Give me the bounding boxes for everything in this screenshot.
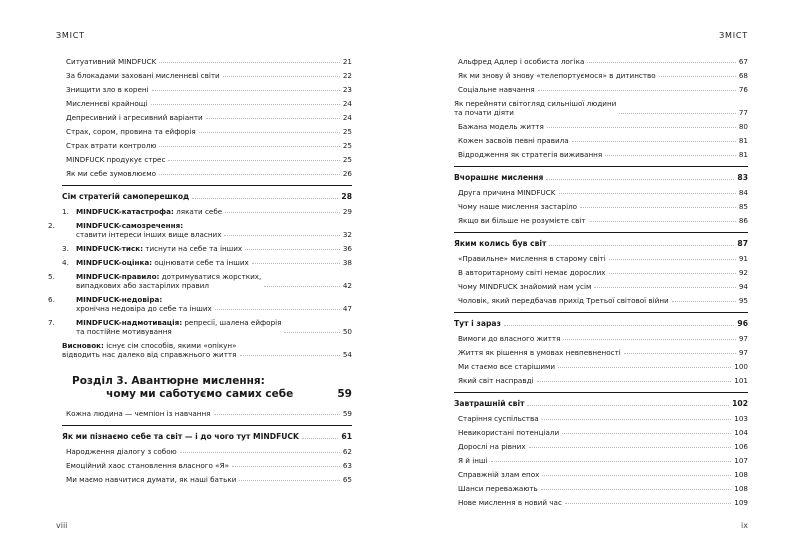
toc-entry[interactable] (454, 451, 748, 465)
page-number: 97 (738, 333, 748, 343)
toc-entry[interactable] (62, 136, 352, 150)
page-number: 21 (342, 56, 352, 66)
toc-entry-title: Альфред Адлер і особиста логіка (458, 56, 585, 66)
toc-column-left (48, 52, 352, 484)
toc-column-right (454, 52, 748, 507)
page-number: 61 (341, 432, 352, 442)
page-number: 109 (734, 497, 748, 507)
toc-entry[interactable] (62, 52, 352, 66)
toc-entry-strategy[interactable] (62, 253, 352, 267)
page-number: 47 (342, 303, 352, 313)
toc-entry[interactable] (62, 66, 352, 80)
toc-entry[interactable] (454, 131, 748, 145)
page-number: 77 (738, 107, 748, 117)
page-number: 106 (734, 441, 748, 451)
page-number: 65 (342, 474, 352, 484)
toc-entry[interactable] (62, 456, 352, 470)
toc-entry-strategy[interactable] (48, 216, 352, 239)
running-header: ЗМІСТ (719, 31, 748, 40)
page-number: 62 (342, 446, 352, 456)
chapter-title-line-1: Розділ 3. Авантюрне мислення: (72, 375, 265, 387)
page-number: 54 (342, 349, 352, 359)
toc-entry[interactable] (454, 291, 748, 305)
page-number: 102 (732, 399, 748, 409)
toc-entry-title: Відродження як стратегія виживання (458, 149, 603, 159)
toc-entry-title: Життя як рішення в умовах невпевненості (458, 347, 621, 357)
page-number: 97 (738, 347, 748, 357)
toc-entry[interactable] (62, 80, 352, 94)
strategy-number: 1. (62, 206, 69, 216)
page-number: 63 (342, 460, 352, 470)
page-number: 50 (342, 326, 352, 336)
page-number: 26 (342, 168, 352, 178)
toc-entry-title: Кожен засвоїв певні правила (458, 135, 569, 145)
conclusion-text-2: відводить нас далеко від справжнього життя (62, 349, 237, 359)
toc-entry-title: Страх, сором, провина та ейфорія (66, 126, 196, 136)
page-number: 80 (738, 121, 748, 131)
toc-entry[interactable] (454, 94, 748, 117)
toc-entry-title: Вимоги до власного життя (458, 333, 561, 343)
toc-entry-title: Якщо ви більше не розумієте світ (458, 215, 586, 225)
toc-entry-title: За блокадами заховані мисленнєві світи (66, 70, 220, 80)
conclusion-text: існує сім способів, якими «опікун» (103, 341, 237, 351)
toc-entry-title: Дорослі на рівних (458, 441, 526, 451)
page-number: 59 (342, 408, 352, 418)
strategy-label: MINDFUCK-самозречення: (76, 221, 184, 231)
toc-entry[interactable] (454, 277, 748, 291)
toc-entry[interactable] (62, 164, 352, 178)
toc-entry[interactable] (454, 52, 748, 66)
toc-entry[interactable] (454, 263, 748, 277)
page-number: 42 (342, 280, 352, 290)
toc-entry-title: Чоловік, який передбачав прихід Третьої світової війни (458, 295, 669, 305)
page-number: 94 (738, 281, 748, 291)
page-folio: ix (741, 521, 748, 530)
conclusion-label: Висновок: (62, 341, 104, 351)
page-number: 95 (738, 295, 748, 305)
toc-entry[interactable] (62, 442, 352, 456)
page-number: 103 (734, 413, 748, 423)
toc-section[interactable] (454, 395, 748, 409)
toc-entry-title: Як ми себе зумовлюємо (66, 168, 157, 178)
toc-entry-title: Бажана модель життя (458, 121, 544, 131)
strategy-number: 6. (48, 295, 55, 305)
toc-entry-title: Соціальне навчання (458, 84, 535, 94)
toc-section-title: Сім стратегій самоперешкод (62, 192, 190, 202)
page-number: 101 (734, 375, 748, 385)
toc-entry-title: Старіння суспільства (458, 413, 539, 423)
strategy-text-2: та постійне мотивування (76, 326, 172, 336)
toc-entry[interactable] (62, 404, 352, 418)
toc-entry-title: Нове мислення в новий час (458, 497, 562, 507)
toc-section[interactable] (454, 169, 748, 183)
toc-entry[interactable] (454, 211, 748, 225)
toc-entry-title: Кожна людина — чемпіон із навчання (66, 408, 211, 418)
page-number: 86 (738, 215, 748, 225)
page-number: 96 (737, 319, 748, 329)
toc-entry-title: «Правильне» мислення в старому світі (458, 253, 606, 263)
toc-entry-title: Шанси переважають (458, 483, 538, 493)
strategy-text-2: ставити інтереси інших вище власних (76, 229, 222, 239)
toc-entry-title: Чому наше мислення застаріло (458, 201, 578, 211)
toc-entry[interactable] (454, 423, 748, 437)
toc-section-title: Як ми пізнаємо себе та світ — і до чого тут MINDFUCK (62, 432, 299, 442)
toc-entry-strategy[interactable] (48, 290, 352, 313)
toc-entry-title: Я й інші (458, 455, 488, 465)
toc-entry-title: Ситуативний MINDFUCK (66, 56, 157, 66)
page-number: 38 (342, 257, 352, 267)
toc-entry-title: Знищити зло в корені (66, 84, 149, 94)
toc-entry-title: MINDFUCK продукує стрес (66, 154, 166, 164)
toc-entry[interactable] (62, 94, 352, 108)
toc-entry[interactable] (454, 329, 748, 343)
toc-entry-title: Який світ насправді (458, 375, 534, 385)
page-number: 92 (738, 267, 748, 277)
toc-entry[interactable] (454, 357, 748, 371)
strategy-label: MINDFUCK-правило: (76, 272, 160, 282)
strategy-number: 3. (62, 243, 69, 253)
toc-entry[interactable] (454, 371, 748, 385)
toc-section-title: Тут і зараз (454, 319, 501, 329)
strategy-number: 4. (62, 257, 69, 267)
toc-entry-strategy[interactable] (62, 239, 352, 253)
toc-entry-title: Чому MINDFUCK знайомий нам усім (458, 281, 592, 291)
strategy-text: лякати себе (173, 206, 223, 216)
toc-entry-title: Емоційний хаос становлення власного «Я» (66, 460, 229, 470)
strategy-label: MINDFUCK-недовіра: (76, 295, 163, 305)
page-number: 84 (738, 187, 748, 197)
toc-section-title: Вчорашнє мислення (454, 173, 544, 183)
toc-entry[interactable] (62, 150, 352, 164)
page-number: 100 (734, 361, 748, 371)
page-number: 28 (341, 192, 352, 202)
page-number: 76 (738, 84, 748, 94)
toc-entry[interactable] (454, 197, 748, 211)
page-number: 67 (738, 56, 748, 66)
toc-entry[interactable] (454, 437, 748, 451)
page-number: 91 (738, 253, 748, 263)
page-number: 22 (342, 70, 352, 80)
chapter-page-number: 59 (337, 387, 352, 400)
toc-entry[interactable] (454, 66, 748, 80)
strategy-text: тиснути на себе та інших (142, 243, 243, 253)
toc-entry[interactable] (454, 465, 748, 479)
chapter-title-line-2: чому ми саботуємо самих себе (106, 387, 294, 400)
toc-section[interactable] (62, 428, 352, 442)
toc-section-title: Завтрашній світ (454, 399, 525, 409)
page-number: 23 (342, 84, 352, 94)
chapter-heading[interactable] (62, 375, 352, 400)
toc-entry-title: В авторитарному світі немає дорослих (458, 267, 606, 277)
strategy-text: оцінювати себе та інших (152, 257, 249, 267)
toc-section-title: Яким колись був світ (454, 239, 547, 249)
toc-entry[interactable] (62, 108, 352, 122)
toc-entry-title: Невикористані потенціали (458, 427, 560, 437)
page-number: 107 (734, 455, 748, 465)
strategy-label: MINDFUCK-надмотивація: (76, 318, 183, 328)
page-number: 87 (737, 239, 748, 249)
toc-entry[interactable] (454, 117, 748, 131)
toc-entry-title: Мисленнєві крайнощі (66, 98, 148, 108)
page-number: 29 (342, 206, 352, 216)
toc-entry[interactable] (62, 470, 352, 484)
page-number: 81 (738, 135, 748, 145)
page-number: 108 (734, 469, 748, 479)
page-number: 24 (342, 112, 352, 122)
strategy-text-2: випадкових або застарілих правил (76, 280, 209, 290)
strategy-text: репресії, шалена ейфорія (182, 318, 282, 328)
toc-entry-title: Депресивний і агресивний варіанти (66, 112, 203, 122)
toc-entry-title: Ми стаємо все старішими (458, 361, 556, 371)
toc-entry-title: Ми маємо навчитися думати, як наші батьки (66, 474, 237, 484)
page-number: 68 (738, 70, 748, 80)
toc-entry[interactable] (454, 249, 748, 263)
page-number: 85 (738, 201, 748, 211)
strategy-label: MINDFUCK-оцінка: (76, 257, 153, 267)
page-number: 32 (342, 229, 352, 239)
toc-entry-strategy[interactable] (62, 202, 352, 216)
right-page (400, 0, 800, 552)
toc-entry-conclusion[interactable] (62, 336, 352, 359)
page-number: 81 (738, 149, 748, 159)
page-number: 108 (734, 483, 748, 493)
page-number: 25 (342, 154, 352, 164)
toc-entry-title-2: та почати діяти (454, 107, 514, 117)
toc-entry[interactable] (454, 145, 748, 159)
toc-section[interactable] (454, 235, 748, 249)
toc-entry[interactable] (454, 409, 748, 423)
strategy-text-2: хронічна недовіра до себе та інших (76, 303, 212, 313)
strategy-label: MINDFUCK-тиск: (76, 243, 143, 253)
toc-entry-title: Як перейняти світогляд сильнішої людини (454, 99, 617, 109)
toc-entry[interactable] (454, 183, 748, 197)
page-number: 25 (342, 126, 352, 136)
page-folio: viii (56, 521, 68, 530)
strategy-number: 2. (48, 221, 55, 231)
toc-entry[interactable] (454, 493, 748, 507)
page-number: 83 (737, 173, 748, 183)
toc-entry-title: Справжній злам епох (458, 469, 540, 479)
toc-entry[interactable] (62, 122, 352, 136)
toc-entry[interactable] (454, 479, 748, 493)
toc-entry-title: Як ми знову й знову «телепортуємося» в дитинство (458, 70, 656, 80)
page-number: 36 (342, 243, 352, 253)
strategy-label: MINDFUCK-катастрофа: (76, 206, 174, 216)
page-number: 25 (342, 140, 352, 150)
page-number: 24 (342, 98, 352, 108)
toc-entry-strategy[interactable] (48, 313, 352, 336)
strategy-number: 5. (48, 272, 55, 282)
strategy-text: дотримуватися жорстких, (159, 272, 262, 282)
strategy-number: 7. (48, 318, 55, 328)
toc-entry-title: Страх втрати контролю (66, 140, 157, 150)
toc-section[interactable] (62, 188, 352, 202)
toc-entry-title: Друга причина MINDFUCK (458, 187, 556, 197)
toc-entry[interactable] (454, 343, 748, 357)
page-number: 104 (734, 427, 748, 437)
toc-entry-title: Народження діалогу з собою (66, 446, 177, 456)
toc-entry-strategy[interactable] (48, 267, 352, 290)
running-header: ЗМІСТ (56, 31, 85, 40)
toc-entry[interactable] (454, 80, 748, 94)
toc-section[interactable] (454, 315, 748, 329)
